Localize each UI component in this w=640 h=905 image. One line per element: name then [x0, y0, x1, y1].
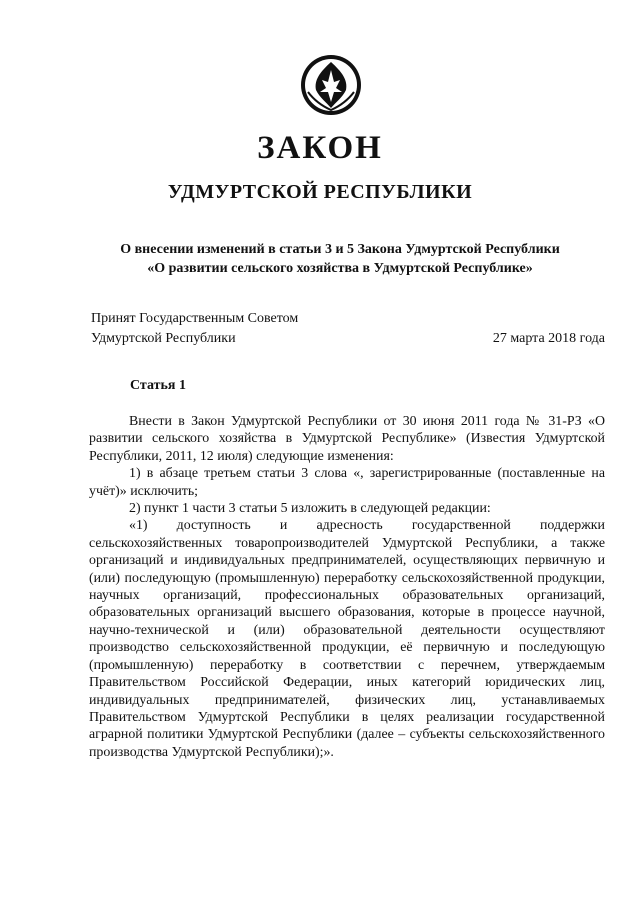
paragraph: Внести в Закон Удмуртской Республики от 30 июня 2011 года № 31-РЗ «О развитии сельского хозяйства в Удмуртской Республике» (Известия Удмуртской Республики, 2011, 12 июля) следующие изменения:	[89, 414, 605, 464]
heading-line-2: «О развитии сельского хозяйства в Удмуртской Республике»	[147, 261, 533, 276]
adopted-date: 27 марта 2018 года	[492, 331, 605, 346]
paragraph: 1) в абзаце третьем статьи 3 слова «, зарегистрированные (поставленные на учёт)» исключить;	[89, 466, 605, 499]
coat-of-arms-icon	[300, 52, 362, 118]
adopted-line-2: Удмуртской Республики	[91, 331, 236, 346]
paragraph: «1) доступность и адресность государственной поддержки сельскохозяйственных товаропроизводителей Удмуртской Республики, а также организаций и индивидуальных предпринимателей, осуществляющих первичную и (или) последующую (промышленную) переработку сельскохозяйственной продукции, научных организаций, профессиональных образовательных организаций, образовательных организаций высшего образования, которые в процессе научной, научно-технической и (или) образовательной деятельности осуществляют производство сельскохозяйственной продукции, её первичную и последующую (промышленную) переработку в соответствии с перечнем, утверждаемым Правительством Российской Федерации, иных категорий юридических лиц, индивидуальных предпринимателей, физических лиц, устанавливаемых Правительством Удмуртской Республики в целях реализации государственной аграрной политики Удмуртской Республики (далее – субъекты сельскохозяйственного производства Удмуртской Республики);».	[89, 518, 605, 760]
adopted-by	[91, 309, 298, 349]
page-subtitle: УДМУРТСКОЙ РЕСПУБЛИКИ	[167, 181, 473, 203]
article-title: Статья 1	[130, 378, 186, 393]
adopted-line-1: Принят Государственным Советом	[91, 311, 299, 326]
article-body	[89, 413, 605, 761]
paragraph: 2) пункт 1 части 3 статьи 5 изложить в следующей редакции:	[129, 501, 491, 517]
law-heading	[60, 240, 620, 278]
heading-line-1: О внесении изменений в статьи 3 и 5 Закона Удмуртской Республики	[120, 242, 560, 257]
page-title: ЗАКОН	[257, 130, 383, 166]
